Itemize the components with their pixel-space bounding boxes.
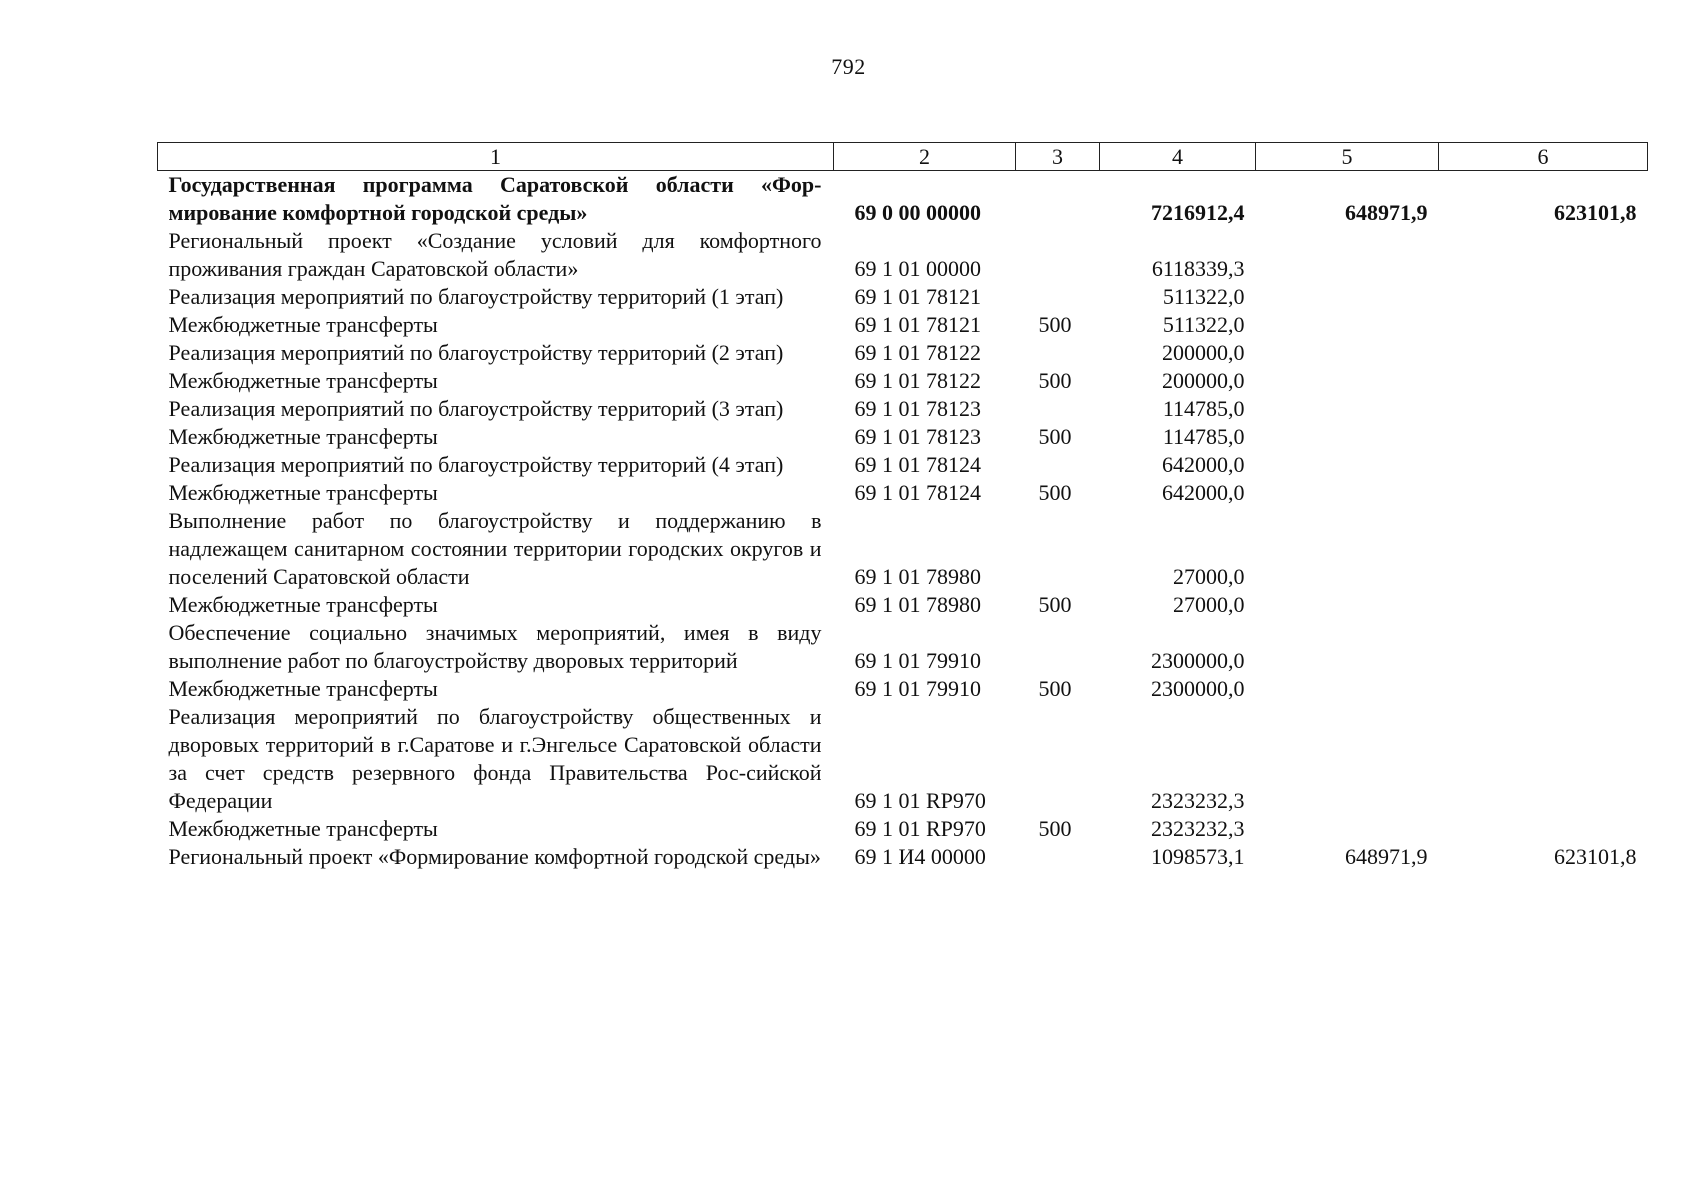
row-amount-col6-cell — [1439, 507, 1648, 591]
table-row — [158, 815, 1648, 843]
row-name-cell: Реализация мероприятий по благоустройству территорий (3 этап) — [168, 396, 784, 421]
page-number: 792 — [831, 54, 866, 79]
row-amount-col4-cell: 2300000,0 — [1151, 676, 1245, 701]
row-amount-col4-cell: 511322,0 — [1162, 284, 1245, 309]
table-row — [158, 227, 1648, 283]
row-amount-col6-cell: 623101,8 — [1554, 200, 1637, 225]
row-expense-type-cell — [1016, 507, 1100, 591]
row-code-cell: 69 1 01 78121 — [854, 312, 981, 337]
row-amount-col5-cell — [1256, 395, 1439, 423]
budget-table — [157, 142, 1648, 871]
row-amount-col6-cell — [1439, 619, 1648, 675]
header-row — [158, 143, 1648, 171]
row-code-cell: 69 1 01 78123 — [854, 396, 981, 421]
row-amount-col5-cell — [1256, 479, 1439, 507]
row-expense-type-cell — [1016, 339, 1100, 367]
row-name-cell: Реализация мероприятий по благоустройству территорий (2 этап) — [168, 340, 784, 365]
row-amount-col6-cell — [1439, 311, 1648, 339]
row-amount-col5-cell — [1256, 507, 1439, 591]
row-name-cell: Межбюджетные трансферты — [168, 312, 438, 337]
row-amount-col5-cell — [1256, 367, 1439, 395]
row-amount-col5-cell — [1256, 815, 1439, 843]
row-name-cell: Межбюджетные трансферты — [168, 368, 438, 393]
row-amount-col4-cell: 2300000,0 — [1151, 648, 1245, 673]
row-expense-type-cell — [1016, 227, 1100, 283]
row-expense-type-cell: 500 — [1038, 368, 1072, 393]
table-row — [158, 423, 1648, 451]
row-expense-type-cell — [1016, 171, 1100, 228]
row-name-cell: Реализация мероприятий по благоустройству территорий (4 этап) — [168, 452, 784, 477]
row-code-cell: 69 1 01 78123 — [854, 424, 981, 449]
table-row — [158, 171, 1648, 228]
table-body — [158, 171, 1648, 872]
row-name-cell: Межбюджетные трансферты — [168, 676, 438, 701]
row-code-cell: 69 1 01 78980 — [854, 564, 981, 589]
row-code-cell: 69 1 01 78980 — [854, 592, 981, 617]
table-row — [158, 591, 1648, 619]
column-header-6: 6 — [1439, 143, 1648, 171]
row-name-cell: Выполнение работ по благоустройству и поддержанию в надлежащем санитарном состоянии территории городских округов и поселений Саратовской области — [168, 508, 822, 589]
row-amount-col4-cell: 200000,0 — [1162, 340, 1245, 365]
table-row — [158, 619, 1648, 675]
budget-table-container — [157, 142, 1647, 871]
row-amount-col4-cell: 6118339,3 — [1151, 256, 1245, 281]
row-name-cell: Реализация мероприятий по благоустройству общественных и дворовых территорий в г.Саратове и г.Энгельсе Саратовской области за счет средств резервного фонда Правительства Рос-сийской Федерации — [168, 704, 822, 813]
column-header-5: 5 — [1256, 143, 1439, 171]
row-amount-col4-cell: 7216912,4 — [1151, 200, 1245, 225]
row-amount-col5-cell — [1256, 423, 1439, 451]
row-expense-type-cell — [1016, 619, 1100, 675]
row-name-cell: Государственная программа Саратовской области «Фор-мирование комфортной городской среды» — [168, 172, 822, 225]
row-name-cell: Межбюджетные трансферты — [168, 816, 438, 841]
row-amount-col5-cell — [1256, 311, 1439, 339]
row-code-cell: 69 1 01 78122 — [854, 368, 981, 393]
row-amount-col4-cell: 642000,0 — [1162, 452, 1245, 477]
table-header — [158, 143, 1648, 171]
row-expense-type-cell — [1016, 451, 1100, 479]
row-amount-col5-cell — [1256, 619, 1439, 675]
column-header-4: 4 — [1100, 143, 1256, 171]
row-amount-col6-cell — [1439, 395, 1648, 423]
row-code-cell: 69 1 01 79910 — [854, 648, 981, 673]
row-expense-type-cell — [1016, 283, 1100, 311]
row-amount-col5-cell — [1256, 227, 1439, 283]
row-amount-col6-cell — [1439, 451, 1648, 479]
row-expense-type-cell: 500 — [1038, 480, 1072, 505]
row-code-cell: 69 1 01 78121 — [854, 284, 981, 309]
table-row — [158, 367, 1648, 395]
row-amount-col5-cell — [1256, 451, 1439, 479]
table-row — [158, 507, 1648, 591]
row-code-cell: 69 1 01 RP970 — [854, 816, 986, 841]
row-amount-col4-cell: 114785,0 — [1162, 424, 1245, 449]
row-name-cell: Межбюджетные трансферты — [168, 592, 438, 617]
row-name-cell: Региональный проект «Формирование комфортной городской среды» — [168, 844, 821, 869]
row-amount-col4-cell: 642000,0 — [1162, 480, 1245, 505]
row-expense-type-cell — [1016, 843, 1100, 871]
row-amount-col5-cell: 648971,9 — [1345, 844, 1428, 869]
row-code-cell: 69 1 01 78124 — [854, 480, 981, 505]
row-expense-type-cell: 500 — [1038, 676, 1072, 701]
row-amount-col6-cell — [1439, 703, 1648, 815]
row-name-cell: Региональный проект «Создание условий для комфортного проживания граждан Саратовской области» — [168, 228, 822, 281]
row-amount-col5-cell — [1256, 283, 1439, 311]
column-header-3: 3 — [1016, 143, 1100, 171]
table-row — [158, 675, 1648, 703]
row-expense-type-cell: 500 — [1038, 312, 1072, 337]
row-amount-col6-cell — [1439, 283, 1648, 311]
row-name-cell: Обеспечение социально значимых мероприятий, имея в виду выполнение работ по благоустройству дворовых территорий — [168, 620, 822, 673]
table-row — [158, 283, 1648, 311]
row-amount-col6-cell — [1439, 339, 1648, 367]
row-amount-col4-cell: 27000,0 — [1173, 564, 1245, 589]
row-amount-col5-cell — [1256, 703, 1439, 815]
row-amount-col4-cell: 200000,0 — [1162, 368, 1245, 393]
row-code-cell: 69 1 01 78122 — [854, 340, 981, 365]
row-amount-col5-cell: 648971,9 — [1345, 200, 1428, 225]
row-expense-type-cell — [1016, 395, 1100, 423]
row-name-cell: Реализация мероприятий по благоустройству территорий (1 этап) — [168, 284, 784, 309]
row-code-cell: 69 1 01 RP970 — [854, 788, 986, 813]
row-amount-col4-cell: 1098573,1 — [1151, 844, 1245, 869]
row-amount-col4-cell: 2323232,3 — [1151, 788, 1245, 813]
row-code-cell: 69 1 01 00000 — [854, 256, 981, 281]
row-amount-col5-cell — [1256, 339, 1439, 367]
table-row — [158, 703, 1648, 815]
column-header-2: 2 — [834, 143, 1016, 171]
row-amount-col6-cell — [1439, 367, 1648, 395]
row-amount-col6-cell — [1439, 675, 1648, 703]
row-amount-col4-cell: 27000,0 — [1173, 592, 1245, 617]
row-expense-type-cell — [1016, 703, 1100, 815]
row-code-cell: 69 1 01 78124 — [854, 452, 981, 477]
table-row — [158, 843, 1648, 871]
row-amount-col6-cell — [1439, 591, 1648, 619]
row-code-cell: 69 0 00 00000 — [854, 200, 981, 225]
column-header-1: 1 — [158, 143, 834, 171]
row-amount-col6-cell — [1439, 423, 1648, 451]
table-row — [158, 311, 1648, 339]
row-expense-type-cell: 500 — [1038, 592, 1072, 617]
row-code-cell: 69 1 И4 00000 — [854, 844, 986, 869]
row-amount-col4-cell: 114785,0 — [1162, 396, 1245, 421]
row-name-cell: Межбюджетные трансферты — [168, 424, 438, 449]
row-amount-col4-cell: 511322,0 — [1162, 312, 1245, 337]
row-expense-type-cell: 500 — [1038, 424, 1072, 449]
row-amount-col6-cell: 623101,8 — [1554, 844, 1637, 869]
row-amount-col4-cell: 2323232,3 — [1151, 816, 1245, 841]
table-row — [158, 395, 1648, 423]
table-row — [158, 451, 1648, 479]
row-amount-col6-cell — [1439, 815, 1648, 843]
row-amount-col5-cell — [1256, 675, 1439, 703]
table-row — [158, 339, 1648, 367]
row-expense-type-cell: 500 — [1038, 816, 1072, 841]
row-amount-col6-cell — [1439, 227, 1648, 283]
row-code-cell: 69 1 01 79910 — [854, 676, 981, 701]
row-amount-col6-cell — [1439, 479, 1648, 507]
row-amount-col5-cell — [1256, 591, 1439, 619]
row-name-cell: Межбюджетные трансферты — [168, 480, 438, 505]
table-row — [158, 479, 1648, 507]
